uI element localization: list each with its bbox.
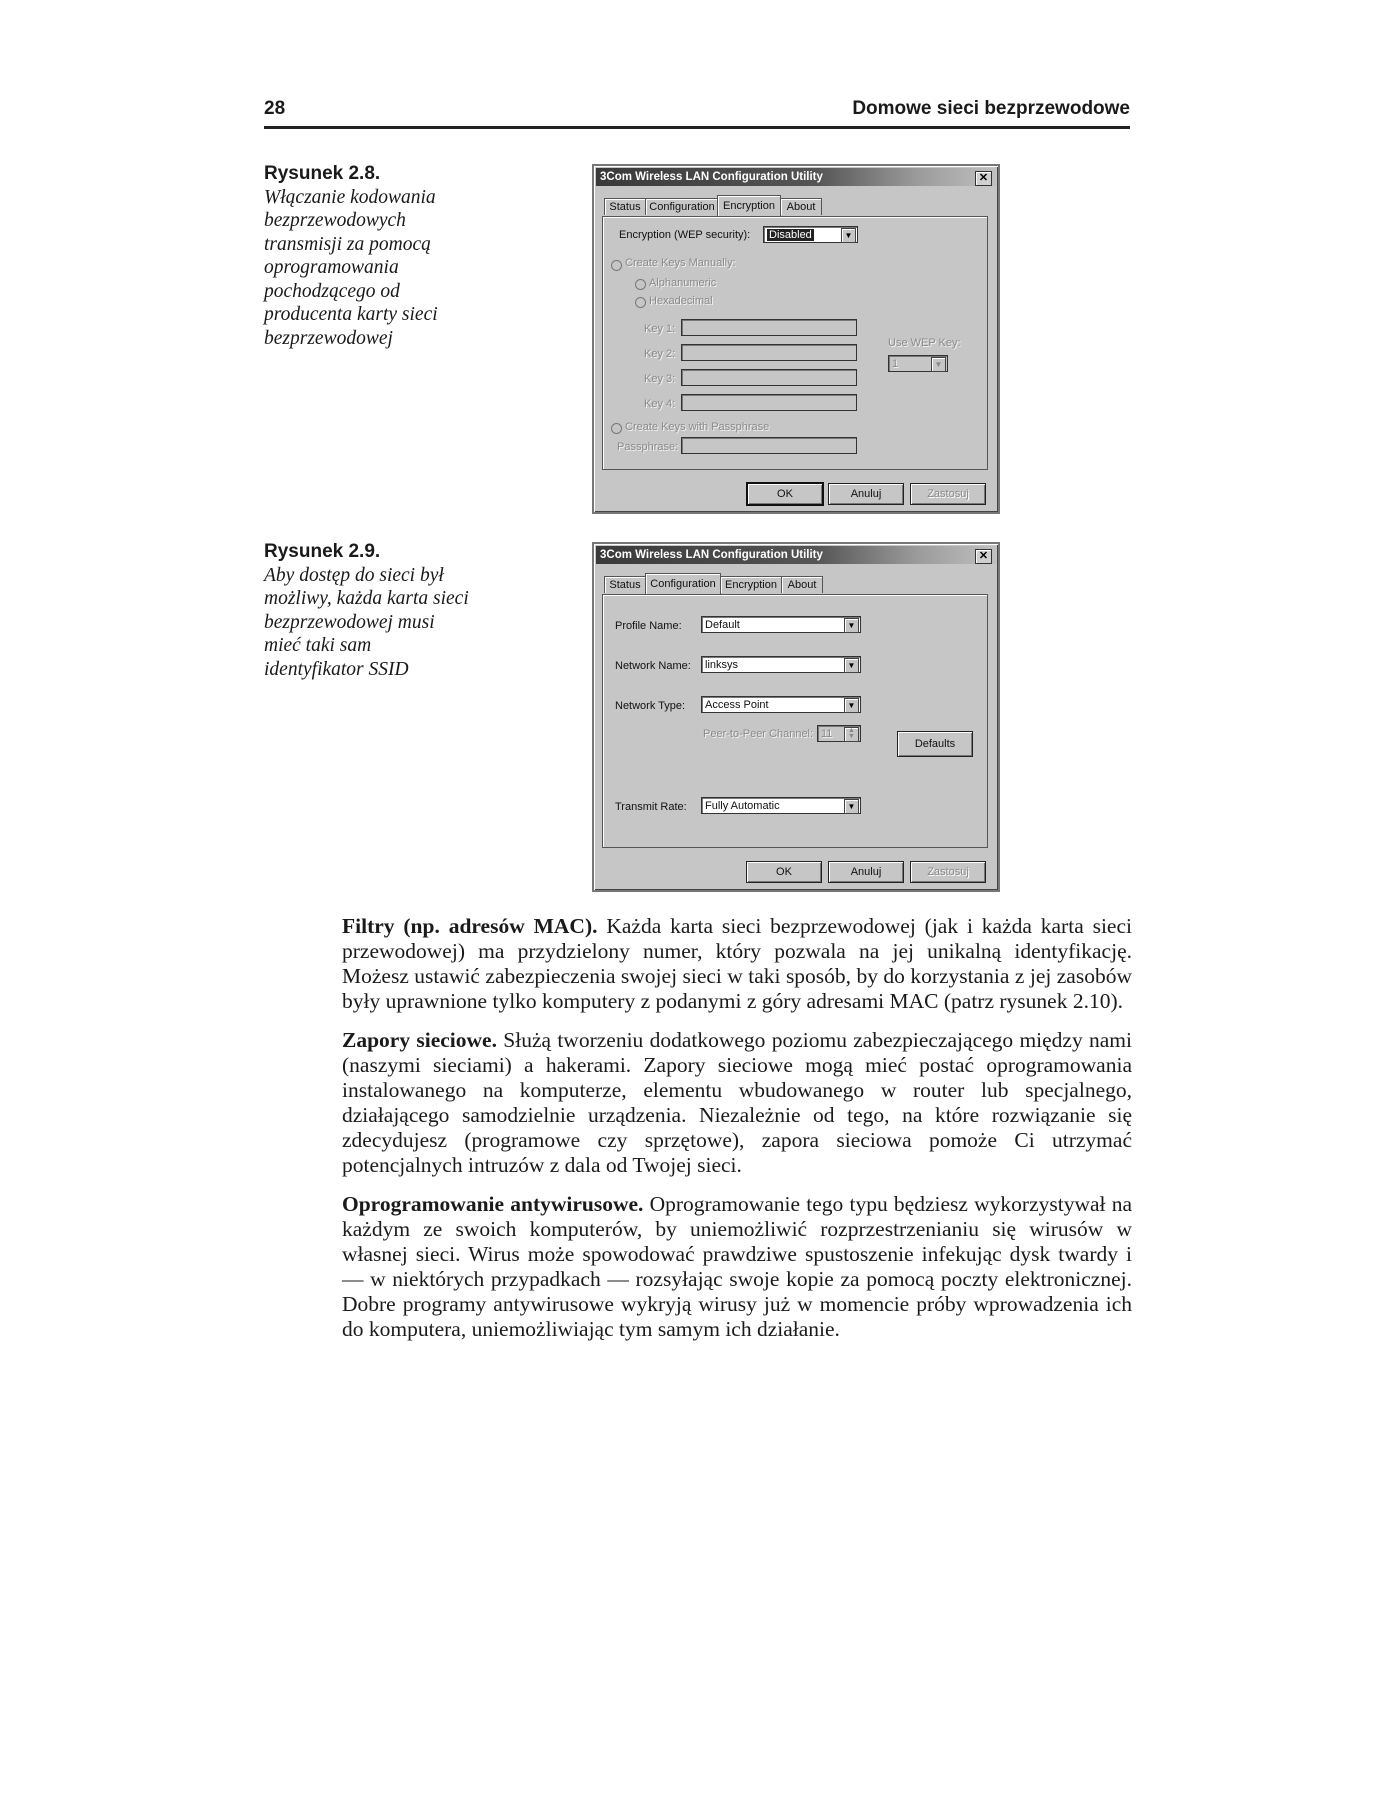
tab-about[interactable]: About	[781, 576, 823, 593]
figure-caption-2-9	[264, 540, 474, 681]
paragraph-firewalls	[342, 1028, 1132, 1178]
dialog-title-bar	[596, 168, 996, 186]
tab-configuration[interactable]: Configuration	[645, 573, 721, 594]
p2p-channel-label: Peer-to-Peer Channel:	[703, 728, 814, 740]
network-name-label: Network Name:	[615, 660, 691, 672]
paragraph-lead: Zapory sieciowe.	[342, 1028, 497, 1052]
paragraph-mac-filters	[342, 914, 1132, 1014]
chevron-down-icon[interactable]: ▼	[931, 357, 946, 372]
defaults-button[interactable]: Defaults	[897, 731, 973, 757]
dialog-title-bar	[596, 546, 996, 564]
create-keys-manually-label: Create Keys Manually:	[625, 257, 736, 269]
paragraph-text: Oprogramowanie tego typu będziesz wykorzystywał na każdym ze swoich komputerów, by uniemożliwić rozprzestrzenianiu się wirusów w własnej sieci. Wirus może spowodować prawdziwe spustoszenie infekując dysk twardy i — w niektórych przypadkach — rozsyłając swoje kopie za pomocą poczty elektronicznej. Dobre programy antywirusowe wykryją wirusy już w momencie próby wprowadzenia ich do komputera, uniemożliwiając tym samym ich działanie.	[342, 1192, 1132, 1341]
passphrase-field[interactable]	[681, 437, 857, 454]
network-type-label: Network Type:	[615, 700, 686, 712]
chevron-down-icon[interactable]: ▼	[844, 698, 859, 713]
paragraph-text: Służą tworzeniu dodatkowego poziomu zabezpieczającego między nami (naszymi sieciami) a hakerami. Zapory sieciowe mogą mieć postać oprogramowania instalowanego na komputerze, elementu wbudowanego w router lub specjalnego, działającego samodzielnie urządzenia. Niezależnie od tego, na które rozwiązanie się zdecydujesz (programowe czy sprzętowe), zapora sieciowa pomoże Ci utrzymać potencjalnych intruzów z dala od Twojej sieci.	[342, 1028, 1133, 1177]
paragraph-lead: Oprogramowanie antywirusowe.	[342, 1192, 644, 1216]
dialog-title: 3Com Wireless LAN Configuration Utility	[600, 549, 823, 561]
cancel-button[interactable]: Anuluj	[828, 861, 904, 883]
key1-label: Key 1:	[644, 323, 676, 335]
tab-about[interactable]: About	[780, 198, 822, 215]
network-type-select[interactable]: Access Point ▼	[701, 696, 861, 713]
transmit-rate-label: Transmit Rate:	[615, 801, 687, 813]
tab-encryption[interactable]: Encryption	[720, 576, 782, 593]
close-icon[interactable]: ✕	[975, 549, 992, 564]
key4-label: Key 4:	[644, 398, 676, 410]
encryption-label: Encryption (WEP security):	[619, 229, 751, 241]
p2p-channel-spinner[interactable]: 11 ▲ ▼	[817, 725, 861, 742]
cancel-button[interactable]: Anuluj	[828, 483, 904, 505]
chevron-down-icon[interactable]: ▼	[841, 228, 856, 243]
passphrase-label: Passphrase:	[617, 441, 679, 453]
key4-field[interactable]	[681, 394, 857, 411]
figure-caption-text: Aby dostęp do sieci był możliwy, każda karta sieci bezprzewodowej musi mieć taki sam identyfikator SSID	[264, 564, 469, 680]
create-keys-passphrase-label: Create Keys with Passphrase	[625, 421, 770, 433]
close-icon[interactable]: ✕	[975, 171, 992, 186]
key3-field[interactable]	[681, 369, 857, 386]
tab-status[interactable]: Status	[604, 198, 646, 215]
radio-alphanumeric[interactable]	[635, 279, 646, 290]
key2-label: Key 2:	[644, 348, 676, 360]
ok-button[interactable]: OK	[746, 482, 824, 506]
transmit-rate-select[interactable]: Fully Automatic ▼	[701, 797, 861, 814]
profile-name-label: Profile Name:	[615, 620, 682, 632]
body-text	[342, 914, 1132, 1356]
key3-label: Key 3:	[644, 373, 676, 385]
wlan-config-dialog-encryption	[592, 164, 1000, 514]
use-wep-key-label: Use WEP Key:	[888, 337, 961, 349]
tab-status[interactable]: Status	[604, 576, 646, 593]
page-number: 28	[264, 98, 286, 119]
chevron-down-icon[interactable]: ▼	[844, 658, 859, 673]
paragraph-text: Każda karta sieci bezprzewodowej (jak i każda karta sieci przewodowej) ma przydzielony numer, który pozwala na jej unikalną identyfikację. Możesz ustawić zabezpieczenia swojej sieci w taki sposób, by do korzystania z jej zasobów były uprawnione tylko komputery z podanymi z góry adresami MAC (patrz rysunek 2.10).	[342, 914, 1132, 1013]
network-name-select[interactable]: linksys ▼	[701, 656, 861, 673]
encryption-select[interactable]: Disabled ▼	[763, 226, 858, 243]
book-title: Domowe sieci bezprzewodowe	[852, 98, 1130, 119]
figure-caption-text: Włączanie kodowania bezprzewodowych transmisji za pomocą oprogramowania pochodzącego od producenta karty sieci bezprzewodowej	[264, 186, 438, 349]
figure-caption-2-8	[264, 162, 474, 350]
key1-field[interactable]	[681, 319, 857, 336]
chevron-down-icon[interactable]: ▼	[844, 618, 859, 633]
spinner-arrows-icon[interactable]: ▲ ▼	[844, 727, 859, 742]
running-head	[264, 96, 1130, 129]
paragraph-lead: Filtry (np. adresów MAC).	[342, 914, 598, 938]
tab-configuration[interactable]: Configuration	[645, 198, 719, 215]
apply-button[interactable]: Zastosuj	[910, 483, 986, 505]
tab-panel	[602, 216, 988, 470]
figure-label: Rysunek 2.9.	[264, 541, 381, 562]
tab-encryption[interactable]: Encryption	[717, 195, 781, 216]
dialog-title: 3Com Wireless LAN Configuration Utility	[600, 171, 823, 183]
apply-button[interactable]: Zastosuj	[910, 861, 986, 883]
alphanumeric-label: Alphanumeric	[649, 277, 717, 289]
use-wep-key-select[interactable]: 1 ▼	[888, 355, 948, 372]
radio-create-keys-manually[interactable]	[611, 260, 622, 271]
hexadecimal-label: Hexadecimal	[649, 295, 713, 307]
radio-create-keys-passphrase[interactable]	[611, 423, 622, 434]
radio-hexadecimal[interactable]	[635, 297, 646, 308]
ok-button[interactable]: OK	[746, 861, 822, 883]
paragraph-antivirus	[342, 1192, 1132, 1342]
tab-panel	[602, 594, 988, 848]
wlan-config-dialog-configuration	[592, 542, 1000, 892]
key2-field[interactable]	[681, 344, 857, 361]
figure-label: Rysunek 2.8.	[264, 163, 381, 184]
chevron-down-icon[interactable]: ▼	[844, 799, 859, 814]
profile-name-select[interactable]: Default ▼	[701, 616, 861, 633]
